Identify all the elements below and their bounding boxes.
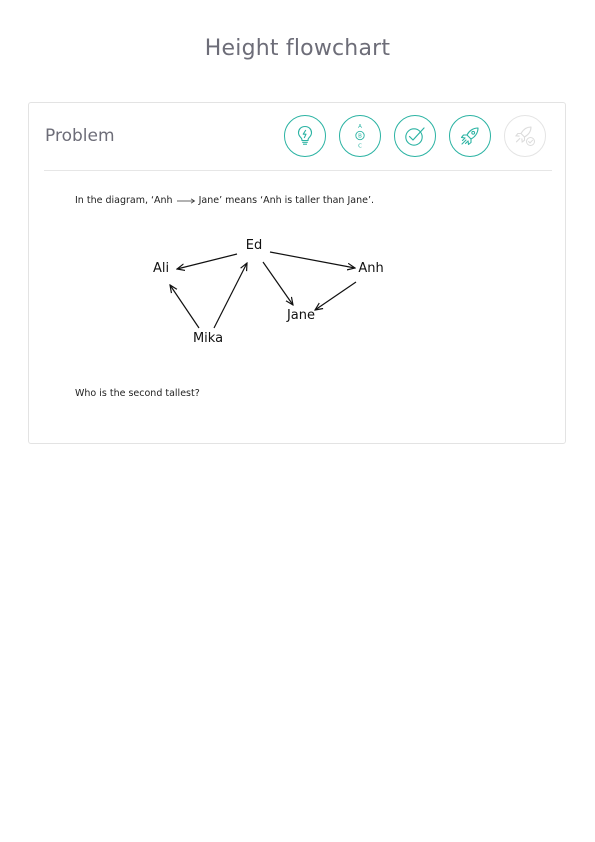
arrow-ed-ali — [177, 254, 237, 269]
choice-letter-a: A — [358, 124, 362, 130]
problem-title: Problem — [45, 126, 115, 146]
node-anh: Anh — [358, 261, 384, 276]
node-jane: Jane — [286, 308, 316, 323]
problem-card — [28, 102, 566, 444]
intro-text-after: Jane’ means ‘Anh is taller than Jane’. — [198, 195, 374, 206]
arrow-anh-jane — [315, 282, 356, 310]
node-mika: Mika — [192, 331, 224, 346]
arrow-mika-ed — [214, 263, 247, 328]
choice-letter-b: B — [358, 133, 362, 140]
choice-letter-c: C — [358, 143, 362, 150]
page-title: Height flowchart — [204, 36, 391, 61]
node-ed: Ed — [245, 238, 263, 253]
arrow-ed-jane — [263, 262, 293, 305]
question-text: Who is the second tallest? — [75, 388, 200, 399]
intro-text-before: In the diagram, ‘Anh — [75, 195, 173, 206]
node-ali: Ali — [152, 261, 170, 276]
arrow-ed-anh — [270, 252, 355, 268]
arrow-mika-ali — [170, 285, 199, 328]
